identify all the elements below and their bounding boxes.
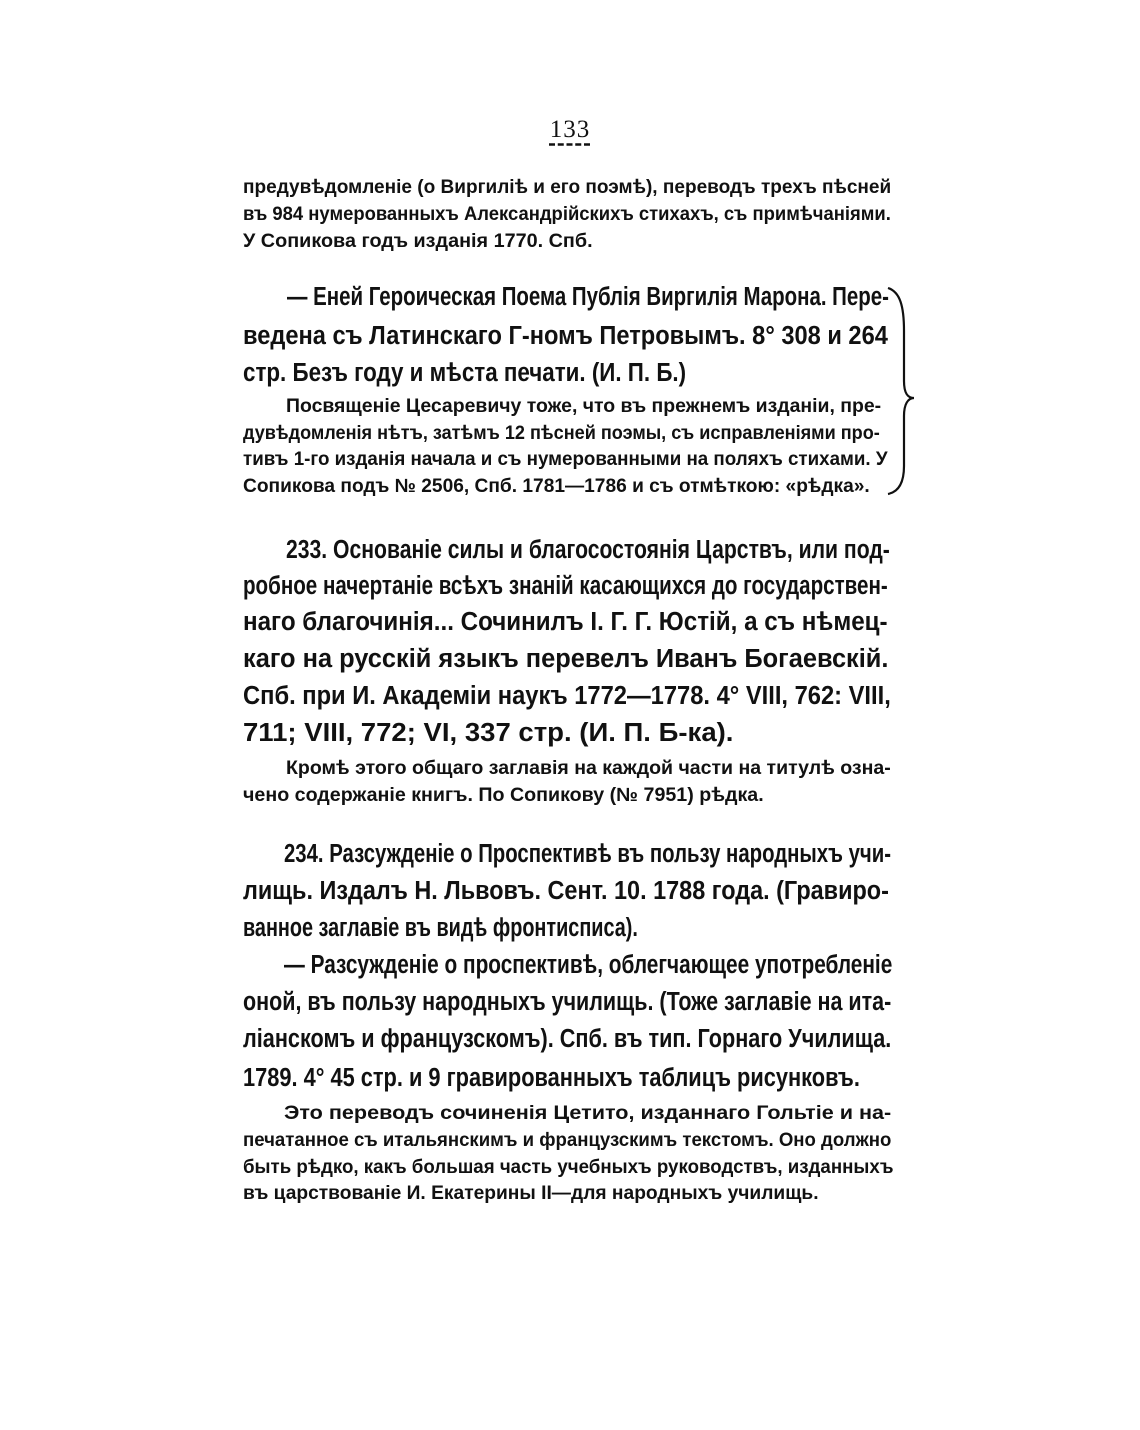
text-line: быть рѣдко, какъ большая часть учебныхъ руководствъ, изданныхъ xyxy=(243,1157,894,1178)
bracket-mark xyxy=(886,286,916,496)
text-line: 233. Основаніе силы и благосостоянія Царствъ, или под- xyxy=(286,536,890,564)
text-line: — Еней Героическая Поема Публія Виргилія Марона. Пере- xyxy=(287,283,889,311)
text-line: Сопикова подъ № 2506, Спб. 1781—1786 и съ отмѣткою: «рѣдка». xyxy=(243,476,870,497)
text-line: Это переводъ сочиненія Цетито, изданнаго Гольтіе и на- xyxy=(284,1103,892,1124)
text-line: Кромѣ этого общаго заглавія на каждой части на титулѣ озна- xyxy=(286,758,891,779)
text-line: 1789. 4° 45 стр. и 9 гравированныхъ таблицъ рисунковъ. xyxy=(243,1064,860,1092)
text-line: наго благочинія... Сочинилъ І. Г. Г. Юстій, а съ нѣмец- xyxy=(243,608,888,636)
text-line: предувѣдомленіе (о Виргиліѣ и его поэмѣ), переводъ трехъ пѣсней xyxy=(243,177,892,198)
text-line: въ 984 нумерованныхъ Александрійскихъ стихахъ, съ примѣчаніями. xyxy=(243,204,891,225)
text-line: Посвященіе Цесаревичу тоже, что въ прежнемъ изданіи, пре- xyxy=(286,396,882,417)
text-line: каго на русскій языкъ перевелъ Иванъ Богаевскій. xyxy=(243,645,889,673)
text-line: дувѣдомленія нѣтъ, затѣмъ 12 пѣсней поэмы, съ исправленіями про- xyxy=(243,423,880,444)
text-line: ліанскомъ и французскомъ). Спб. въ тип. Горнаго Училища. xyxy=(243,1025,892,1053)
text-line: 711; VIII, 772; VI, 337 стр. (И. П. Б-ка). xyxy=(243,719,734,747)
text-line: лищь. Издалъ Н. Львовъ. Сент. 10. 1788 года. (Гравиро- xyxy=(243,877,889,905)
text-line: ванное заглавіе въ видѣ фронтисписа). xyxy=(243,914,638,942)
text-line: У Сопикова годъ изданія 1770. Спб. xyxy=(243,231,593,252)
text-line: 234. Разсужденіе о Проспективѣ въ пользу народныхъ учи- xyxy=(284,840,891,868)
text-line: Спб. при И. Академіи наукъ 1772—1778. 4° VIII, 762: VIII, xyxy=(243,682,891,710)
text-line: оной, въ пользу народныхъ училищь. (Тоже заглавіе на ита- xyxy=(243,988,892,1016)
text-line: робное начертаніе всѣхъ знаній касающихся до государствен- xyxy=(243,572,888,600)
text-line: тивъ 1-го изданія начала и съ нумерованными на поляхъ стихами. У xyxy=(243,449,888,470)
text-line: чено содержаніе книгъ. По Сопикову (№ 7951) рѣдка. xyxy=(243,785,764,806)
text-line: — Разсужденіе о проспективѣ, облегчающее употребленіе xyxy=(284,951,893,979)
text-line: въ царствованіе И. Екатерины II—для народныхъ училищь. xyxy=(243,1183,819,1204)
page-number: 133 xyxy=(549,116,591,143)
text-line: стр. Безъ году и мѣста печати. (И. П. Б.) xyxy=(243,359,687,387)
text-line: печатанное съ итальянскимъ и французскимъ текстомъ. Оно должно xyxy=(243,1130,892,1151)
text-line: ведена съ Латинскаго Г-номъ Петровымъ. 8° 308 и 264 xyxy=(243,322,888,350)
